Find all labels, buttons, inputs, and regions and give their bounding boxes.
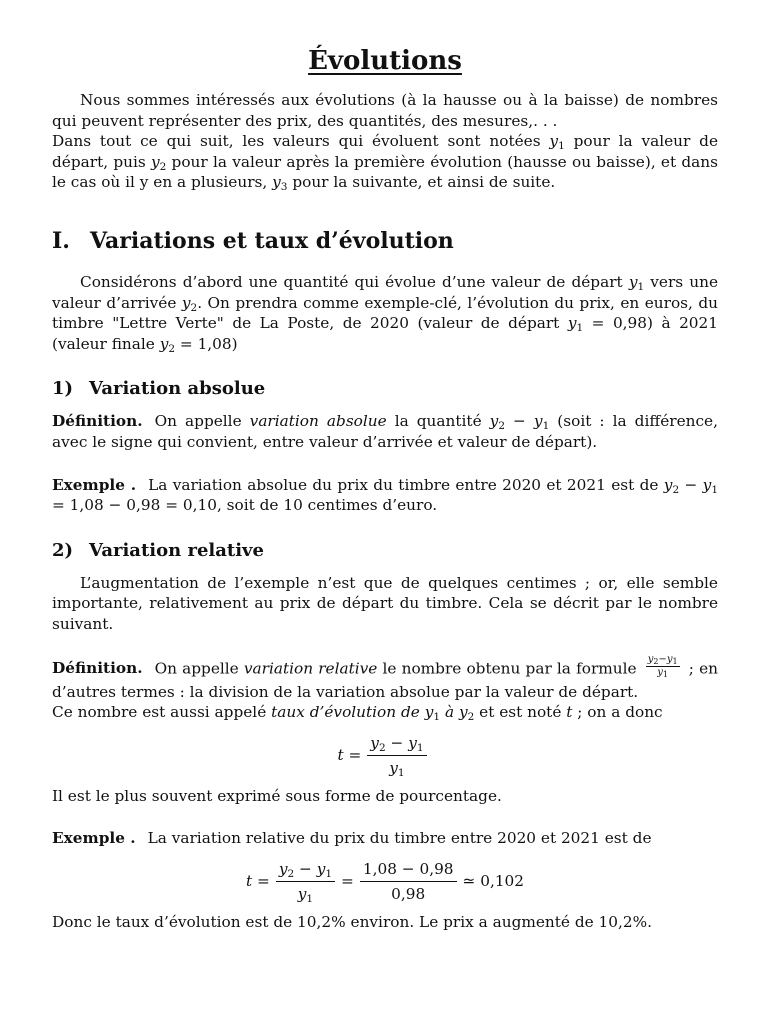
subsection-2-title: Variation relative [89,539,264,561]
definition-taux-evolution: Ce nombre est aussi appelé taux d’évolution de $y_1$ à $y_2$ et est noté t ; on a donc [52,703,663,724]
percentage-note: Il est le plus souvent exprimé sous forme de pourcentage. [52,786,502,805]
conclusion-paragraph: Donc le taux d’évolution est de 10,2% environ. Le prix a augmenté de 10,2%. [52,912,652,931]
subsection-1-number: 1) [52,378,74,400]
section-1-heading [52,228,718,254]
document-page [52,46,718,932]
formula-example-calculation: t = $\frac{y_2 - y_1}{y_1}$ = $\frac{1,08 - 0,98}{0,98}$ ≃ 0,102 [245,859,525,905]
definition-label: Définition. [52,412,143,431]
example-variation-absolue: Exemple . La variation absolue du prix du timbre entre 2020 et 2021 est de $y_2 - y_1 = 1,08 - 0,98 = 0,10$, soit de 10 centimes d’euro. [52,475,718,515]
example-label: Exemple . [52,829,136,848]
definition-label: Définition. [52,659,143,677]
example-variation-relative: Exemple . La variation relative du prix du timbre entre 2020 et 2021 est de [52,829,652,848]
section-1-paragraph: Considérons d’abord une quantité qui évolue d’une valeur de départ $y_1$ vers une valeur d’arrivée $y_2$. On prendra comme exemple-clé, l’évolution du prix, en euros, du timbre "Lettre Verte" de La Poste, de 2020 (valeur de départ $y_1 = 0,98$) à 2021 (valeur finale $y_2 = 1,08$) [52,272,718,355]
formula-taux-evolution: t = $\frac{y_2 - y_1}{y_1}$ [52,733,718,778]
example-label: Exemple . [52,475,137,494]
definition-variation-absolue: Définition. On appelle variation absolue la quantité $y_2 - y_1$ (soit : la différence, avec le signe qui convient, entre valeur d’arrivée et valeur de départ). [52,412,718,451]
subsection-1-heading [52,378,718,399]
intro-paragraph-1: Nous sommes intéressés aux évolutions (à la hausse ou à la baisse) de nombres qui peuvent représenter des prix, des quantités, des mesures,. . . [52,91,718,130]
definition-variation-relative: Définition. On appelle variation relative le nombre obtenu par la formule $\frac{y_2-y_1}{y_1}$ ; en d’autres termes : la division de la variation absolue par la valeur de départ. [52,653,718,701]
section-1-number: I. [52,227,70,254]
intro-paragraph-2: Dans tout ce qui suit, les valeurs qui évoluent sont notées $y_1$ pour la valeur de départ, puis $y_2$ pour la valeur après la première évolution (hausse ou baisse), et dans le cas où il y en a plusieurs, $y_3$ pour la suivante, et ainsi de suite. [52,132,718,194]
subsection-2-number: 2) [52,539,74,561]
inline-fraction: $\frac{y_2-y_1}{y_1}$ [647,653,678,679]
subsection-2-heading [52,540,718,561]
page-title: Évolutions [308,46,462,76]
section-1-title: Variations et taux d’évolution [90,227,454,254]
subsection-2-paragraph: L’augmentation de l’exemple n’est que de quelques centimes ; or, elle semble importante, relativement au prix de départ du timbre. Cela se décrit par le nombre suivant. [52,573,718,633]
subsection-1-title: Variation absolue [89,378,266,400]
